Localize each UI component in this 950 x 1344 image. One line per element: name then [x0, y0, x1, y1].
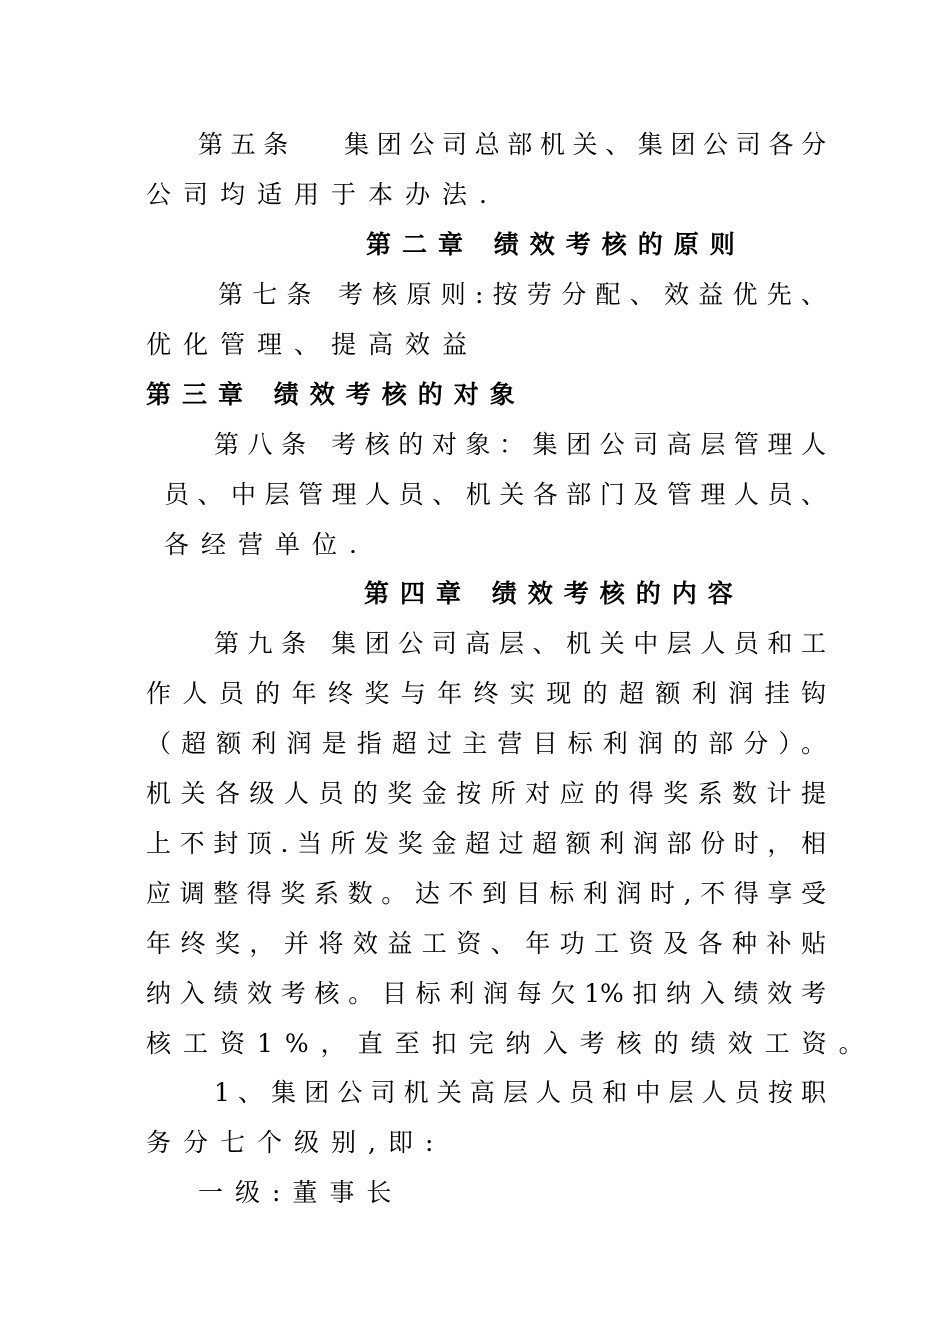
article-7-line-2: 优化管理、提高效益 [146, 330, 480, 359]
article-9-line-5: 上不封顶.当所发奖金超过超额利润部份时，相 [146, 829, 826, 858]
article-9-line-2: 作人员的年终奖与年终实现的超额利润挂钩 [146, 679, 826, 708]
article-8-line-2: 员、中层管理人员、机关各部门及管理人员、 [164, 480, 826, 509]
article-8-line-1: 第八条 考核的对象：集团公司高层管理人 [214, 430, 826, 459]
article-9-line-6: 应调整得奖系数。达不到目标利润时,不得享受 [146, 879, 826, 908]
article-9-line-3: （超额利润是指超过主营目标利润的部分）。 [146, 729, 826, 758]
level-1-line: 一级:董事长 [198, 1178, 404, 1207]
article-9-line-8: 纳入绩效考核。目标利润每欠1%扣纳入绩效考 [146, 979, 826, 1008]
item-1-line-2: 务分七个级别,即: [146, 1128, 446, 1157]
item-1-line-1: 1、集团公司机关高层人员和中层人员按职 [214, 1078, 826, 1107]
article-5-line-2: 公司均适用于本办法. [146, 180, 499, 209]
article-8-line-3: 各经营单位. [164, 530, 369, 559]
article-9-line-4: 机关各级人员的奖金按所对应的得奖系数计提 [146, 779, 826, 808]
article-5-line-1: 第五条 集团公司总部机关、集团公司各分 [198, 130, 826, 159]
chapter-4-heading: 第四章 绩效考核的内容 [364, 579, 744, 608]
chapter-3-heading: 第三章 绩效考核的对象 [146, 380, 526, 409]
article-9-line-7: 年终奖，并将效益工资、年功工资及各种补贴 [146, 929, 826, 958]
article-9-line-1: 第九条 集团公司高层、机关中层人员和工 [214, 629, 826, 658]
article-7-line-1: 第七条 考核原则:按劳分配、效益优先、 [218, 280, 826, 309]
chapter-2-heading: 第二章 绩效考核的原则 [366, 230, 746, 259]
article-9-line-9: 核工资1%，直至扣完纳入考核的绩效工资。 [146, 1029, 876, 1058]
